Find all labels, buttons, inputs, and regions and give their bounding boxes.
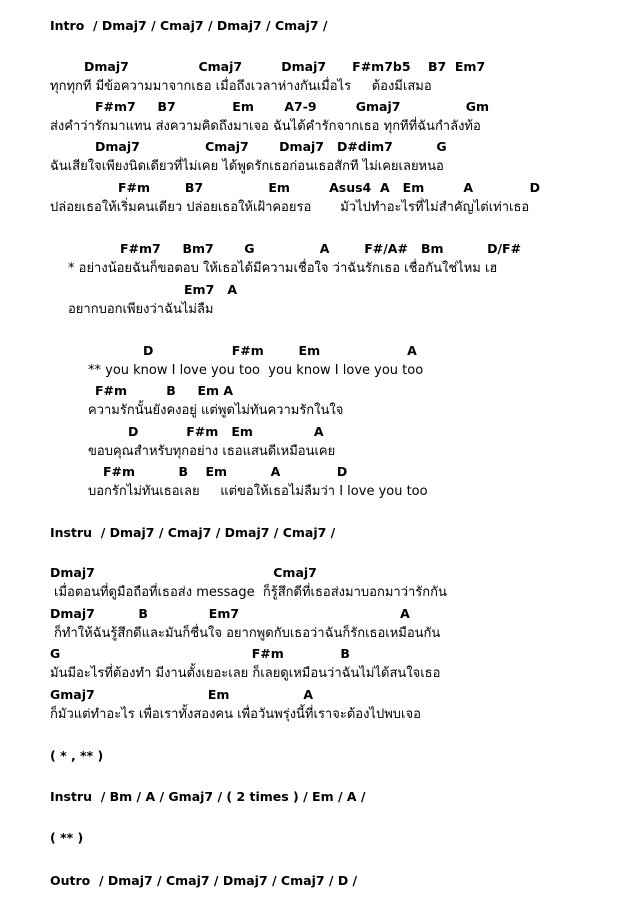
chord-line: Em7 A: [184, 282, 237, 297]
chord-line: Dmaj7 Cmaj7: [50, 565, 317, 580]
chord-line: F#m7 Bm7 G A F#/A# Bm D/F#: [120, 241, 522, 256]
lyric-line: ขอบคุณสำหรับทุกอย่าง เธอแสนดีเหมือนเคย: [88, 444, 336, 459]
lyric-line: ทุกทุกที มีข้อความมาจากเธอ เมื่อถึงเวลาห่างกันเมื่อไร ต้องมีเสมอ: [50, 79, 432, 94]
lyric-line: ปล่อยเธอให้เริ่มคนเดียว ปล่อยเธอให้เฝ้าคอยรอ มัวไปทำอะไรที่ไม่สำคัญไต่เท่าเธอ: [50, 200, 530, 215]
lyric-line: * อย่างน้อยฉันก็ขอตอบ ให้เธอได้มีความเชื่อใจ ว่าฉันรักเธอ เชื่อกันใช่ไหม เฮ: [68, 261, 498, 276]
chord-line: D F#m Em A: [143, 343, 417, 358]
lyric-line: ฉันเสียใจเพียงนิดเดียวที่ไม่เคย ได้พูดรักเธอก่อนเธอสักที ไม่เคยเลยหนอ: [50, 159, 444, 174]
lyric-line: ก็มัวแต่ทำอะไร เพื่อเราทั้งสองคน เพื่อวันพรุ่งนี้ที่เราจะต้องไปพบเจอ: [50, 707, 421, 722]
repeat-marker: ( * , ** ): [50, 748, 104, 763]
chord-line: Dmaj7 Cmaj7 Dmaj7 F#m7b5 B7 Em7: [84, 59, 486, 74]
intro-line: Intro / Dmaj7 / Cmaj7 / Dmaj7 / Cmaj7 /: [50, 18, 328, 33]
instru-line: Instru / Bm / A / Gmaj7 / ( 2 times ) / Em / A /: [50, 789, 366, 804]
lyric-line: เมื่อตอนที่ดูมือถือที่เธอส่ง message ก็รู้สึกดีที่เธอส่งมาบอกมาว่ารักกัน: [54, 585, 447, 600]
chord-line: F#m7 B7 Em A7-9 Gmaj7 Gm: [95, 99, 490, 114]
repeat-marker: ( ** ): [50, 830, 84, 845]
lyric-line: ส่งคำว่ารักมาแทน ส่งความคิดถึงมาเจอ ฉันได้คำรักจากเธอ ทุกทีที่ฉันกำลังท้อ: [50, 119, 481, 134]
chord-line: Gmaj7 Em A: [50, 687, 314, 702]
outro-line: Outro / Dmaj7 / Cmaj7 / Dmaj7 / Cmaj7 / D /: [50, 873, 358, 888]
lyric-line: อยากบอกเพียงว่าฉันไม่ลืม: [68, 302, 214, 317]
chord-line: Dmaj7 Cmaj7 Dmaj7 D#dim7 G: [95, 139, 447, 154]
instru-line: Instru / Dmaj7 / Cmaj7 / Dmaj7 / Cmaj7 /: [50, 525, 336, 540]
chord-line: Dmaj7 B Em7 A: [50, 606, 410, 621]
chord-line: F#m B Em A D: [103, 464, 348, 479]
lyric-line: มันมีอะไรที่ต้องทำ มีงานตั้งเยอะเลย ก็เลยดูเหมือนว่าฉันไม่ได้สนใจเธอ: [50, 666, 441, 681]
lyric-line: บอกรักไม่ทันเธอเลย แต่ขอให้เธอไม่ลืมว่า I love you too: [88, 484, 428, 499]
chord-line: F#m B7 Em Asus4 A Em A D: [118, 180, 541, 195]
lyric-line: ก็ทำให้ฉันรู้สึกดีและมันก็ชื่นใจ อยากพูดกับเธอว่าฉันก็รักเธอเหมือนกัน: [54, 626, 441, 641]
chord-line: G F#m B: [50, 646, 350, 661]
chord-line: D F#m Em A: [128, 424, 324, 439]
chord-line: F#m B Em A: [95, 383, 234, 398]
lyric-line: ** you know I love you too you know I love you too: [88, 363, 424, 378]
lyric-line: ความรักนั้นยังคงอยู่ แต่พูดไม่ทันความรักในใจ: [88, 403, 344, 418]
